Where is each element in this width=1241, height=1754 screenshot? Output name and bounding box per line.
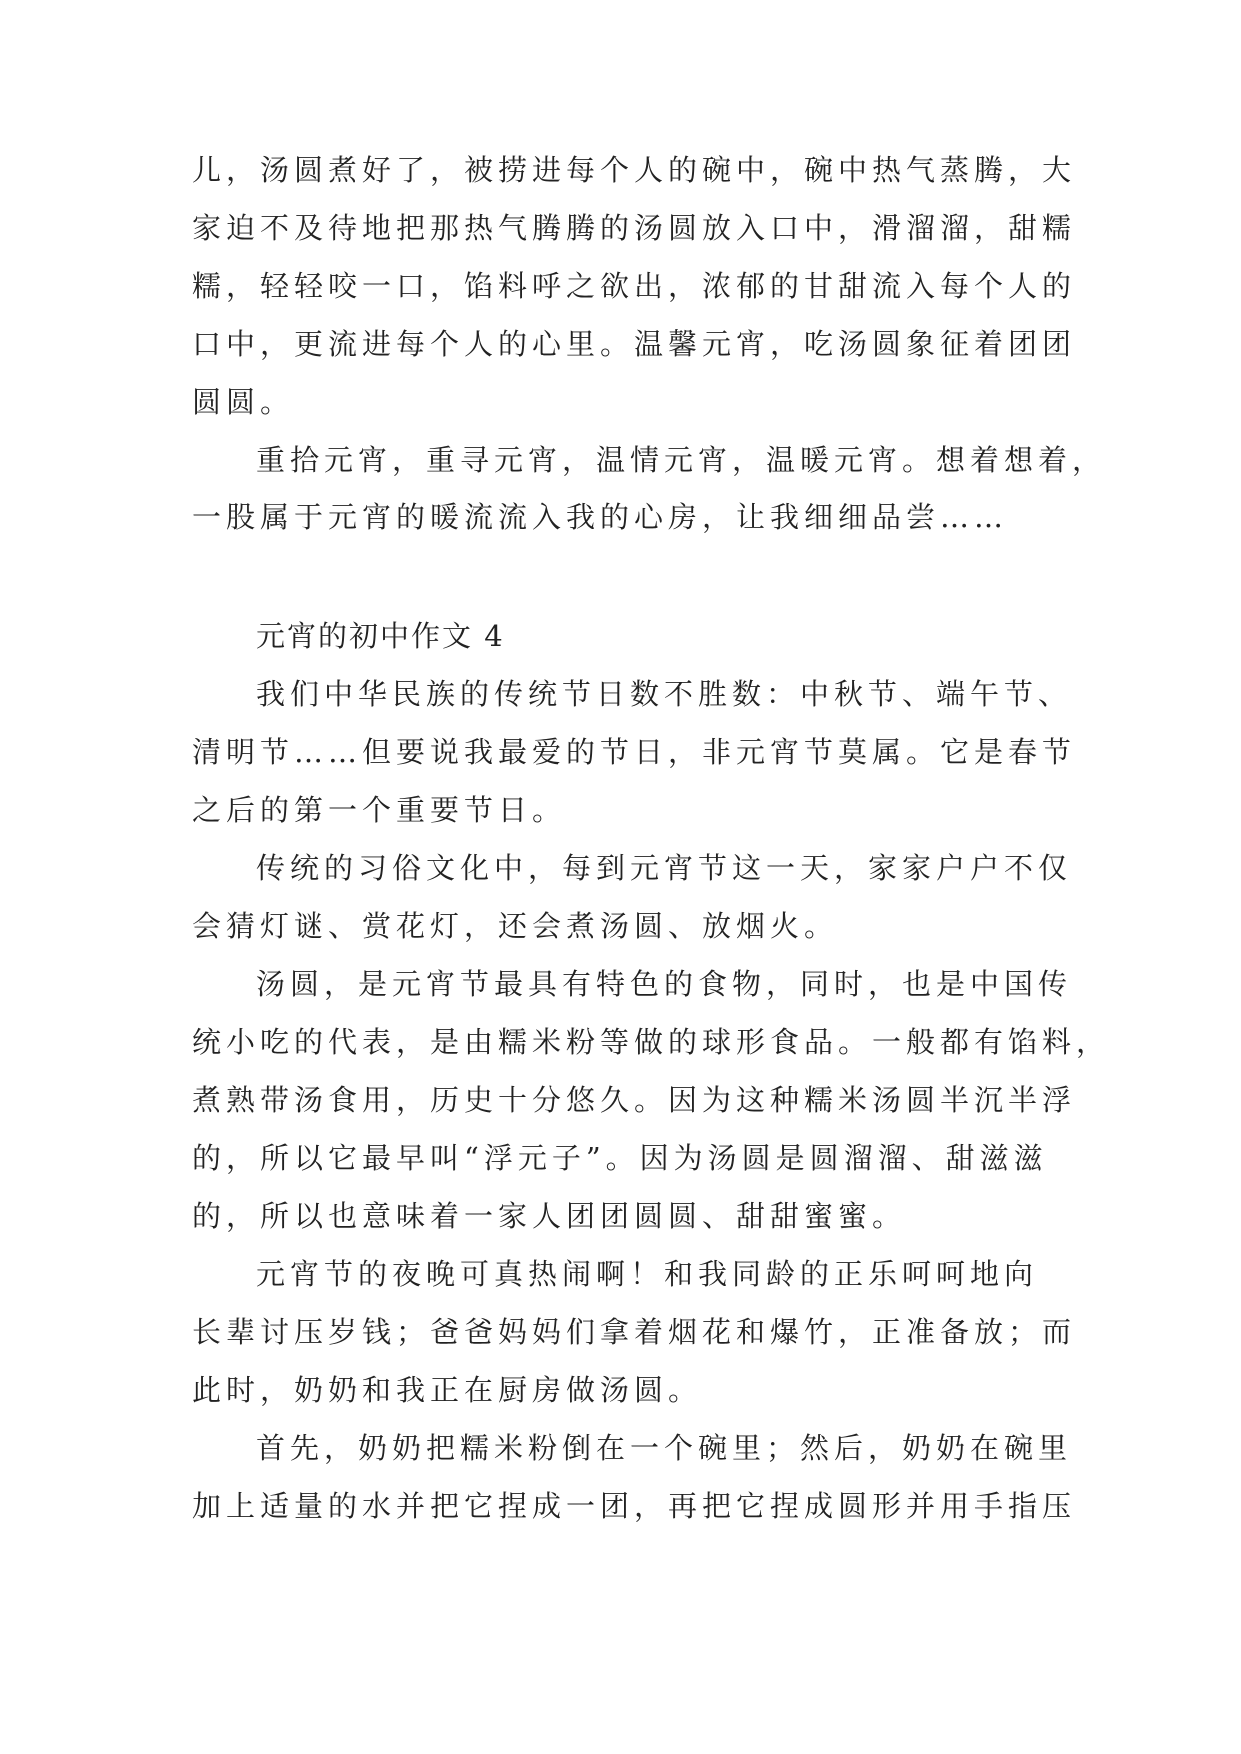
text-line: 之后的第一个重要节日。 [192,793,567,827]
text-line: 重拾元宵，重寻元宵，温情元宵，温暖元宵。想着想着， [256,443,1107,477]
text-line: 汤圆，是元宵节最具有特色的食物，同时，也是中国传 [256,967,1073,1001]
section-heading: 元宵的初中作文 4 [256,619,505,653]
text-line: 首先，奶奶把糯米粉倒在一个碗里；然后，奶奶在碗里 [256,1431,1073,1465]
text-line: 我们中华民族的传统节日数不胜数：中秋节、端午节、 [256,677,1073,711]
text-line: 元宵节的夜晚可真热闹啊！和我同龄的正乐呵呵地向 [256,1257,1039,1291]
text-line: 加上适量的水并把它捏成一团，再把它捏成圆形并用手指压 [192,1489,1077,1523]
text-line: 糯，轻轻咬一口，馅料呼之欲出，浓郁的甘甜流入每个人的 [192,269,1077,303]
text-line: 家迫不及待地把那热气腾腾的汤圆放入口中，滑溜溜，甜糯 [192,211,1077,245]
text-line: 儿，汤圆煮好了，被捞进每个人的碗中，碗中热气蒸腾，大 [192,153,1077,187]
text-line: 的，所以也意味着一家人团团圆圆、甜甜蜜蜜。 [192,1199,907,1233]
text-line: 口中，更流进每个人的心里。温馨元宵，吃汤圆象征着团团 [192,327,1077,361]
text-line: 会猜灯谜、赏花灯，还会煮汤圆、放烟火。 [192,909,839,943]
text-line: 的，所以它最早叫“浮元子”。因为汤圆是圆溜溜、甜滋滋 [192,1141,1048,1175]
text-line: 清明节……但要说我最爱的节日，非元宵节莫属。它是春节 [192,735,1077,769]
text-line: 此时，奶奶和我正在厨房做汤圆。 [192,1373,703,1407]
text-line: 圆圆。 [192,385,295,419]
text-line: 煮熟带汤食用，历史十分悠久。因为这种糯米汤圆半沉半浮 [192,1083,1077,1117]
text-line: 一股属于元宵的暖流流入我的心房，让我细细品尝…… [192,500,1009,534]
text-line: 传统的习俗文化中，每到元宵节这一天，家家户户不仅 [256,851,1073,885]
text-line: 统小吃的代表，是由糯米粉等做的球形食品。一般都有馅料， [192,1025,1111,1059]
text-line: 长辈讨压岁钱；爸爸妈妈们拿着烟花和爆竹，正准备放；而 [192,1315,1077,1349]
